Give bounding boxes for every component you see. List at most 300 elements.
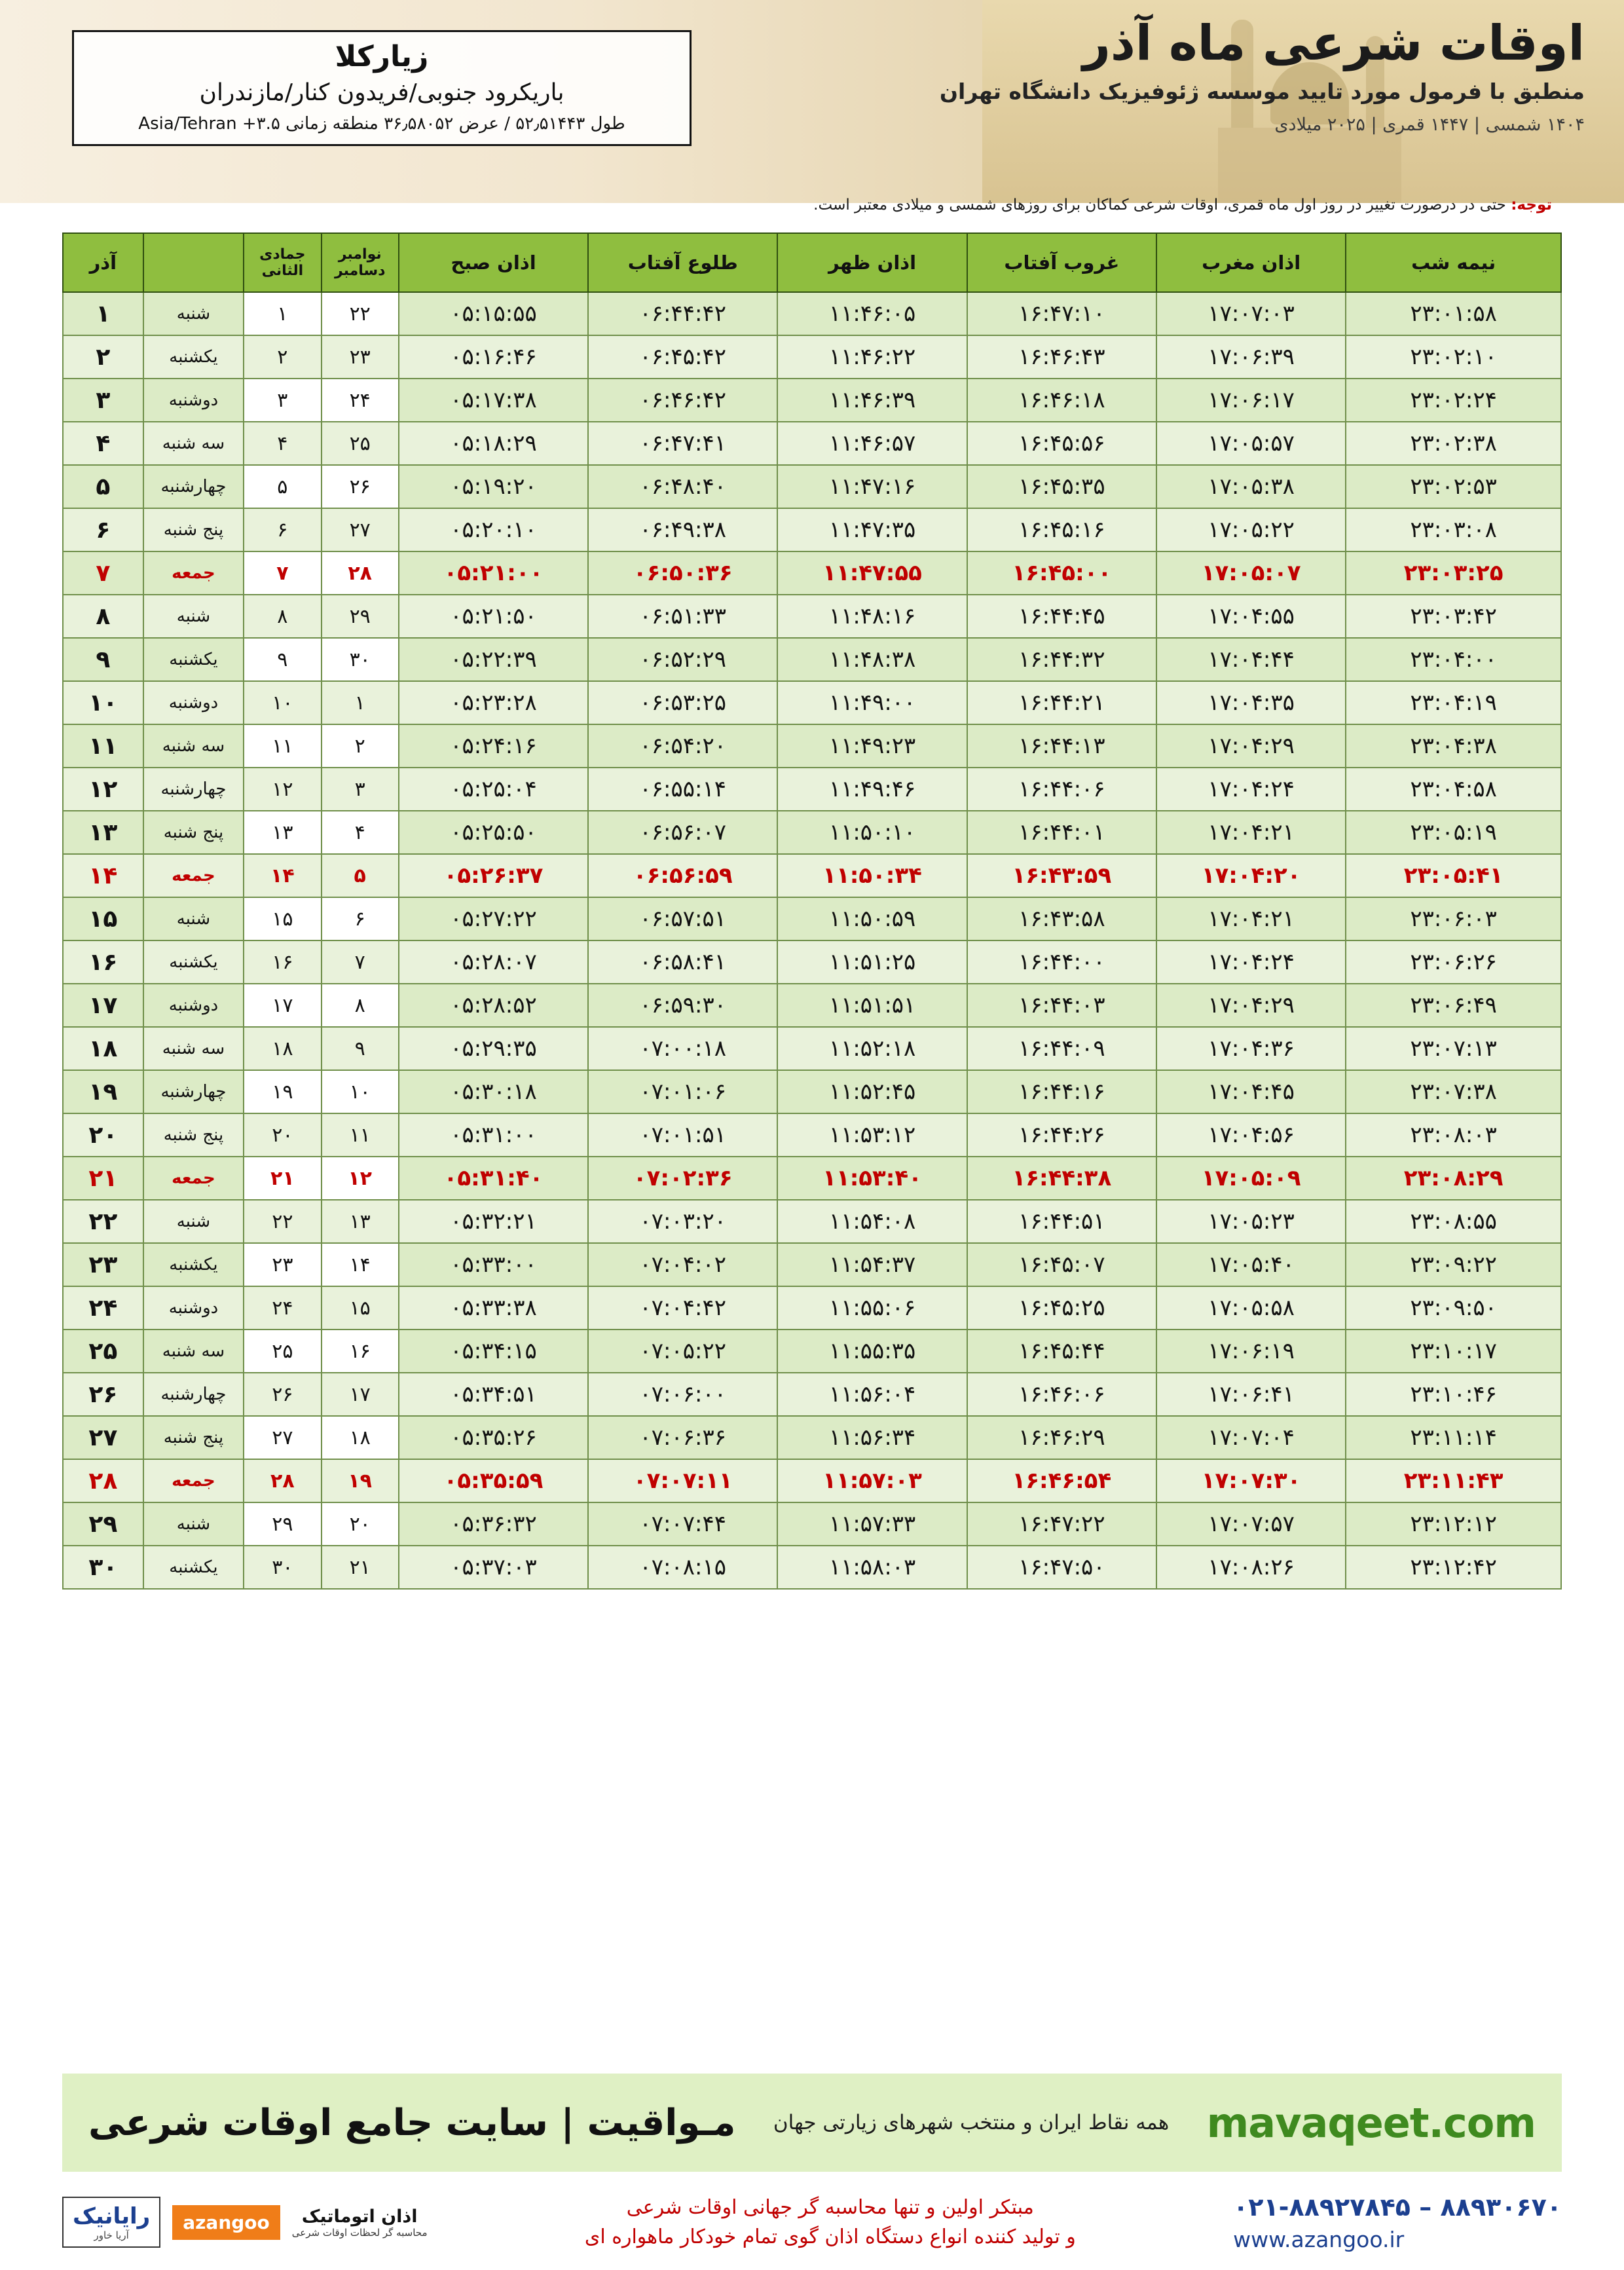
cell-midnight: ۲۳:۰۲:۲۴ [1346,379,1561,422]
cell-weekday: یکشنبه [143,1546,244,1589]
cell-gregorian-day: ۲۱ [322,1546,399,1589]
cell-weekday: جمعه [143,854,244,897]
cell-midnight: ۲۳:۰۷:۱۳ [1346,1027,1561,1070]
table-row [63,422,1561,465]
azangoo-logo-icon [172,2205,280,2240]
city-info-box [72,30,692,146]
note-text: حتی در درصورت تغییر در روز اول ماه قمری، اوقات شرعی کماکان برای روزهای شمسی و میلادی معتبر است. [813,196,1506,214]
cell-sunrise: ۰۶:۵۸:۴۱ [588,940,777,984]
cell-weekday: شنبه [143,1200,244,1243]
cell-fajr-azan: ۰۵:۳۴:۱۵ [399,1330,588,1373]
page-header [0,0,1624,203]
table-row [63,595,1561,638]
cell-maghrib-azan: ۱۷:۰۴:۵۵ [1156,595,1346,638]
cell-maghrib-azan: ۱۷:۰۵:۳۸ [1156,465,1346,508]
cell-maghrib-azan: ۱۷:۰۵:۲۳ [1156,1200,1346,1243]
cell-dhuhr-azan: ۱۱:۵۱:۵۱ [777,984,967,1027]
cell-sunset: ۱۶:۴۳:۵۹ [967,854,1156,897]
cell-dhuhr-azan: ۱۱:۴۷:۳۵ [777,508,967,551]
cell-sunrise: ۰۷:۰۱:۰۶ [588,1070,777,1113]
page-subtitle: منطبق با فرمول مورد تایید موسسه ژئوفیزیک دانشگاه تهران [939,78,1585,104]
cell-maghrib-azan: ۱۷:۰۴:۳۶ [1156,1027,1346,1070]
cell-gregorian-day: ۶ [322,897,399,940]
cell-fajr-azan: ۰۵:۲۱:۵۰ [399,595,588,638]
cell-day-index: ۲۶ [63,1373,143,1416]
cell-day-index: ۲۵ [63,1330,143,1373]
col-gregorian-bottom: دسامبر [334,263,386,279]
cell-dhuhr-azan: ۱۱:۴۷:۱۶ [777,465,967,508]
cell-dhuhr-azan: ۱۱:۵۵:۳۵ [777,1330,967,1373]
cell-dhuhr-azan: ۱۱:۵۴:۰۸ [777,1200,967,1243]
cell-dhuhr-azan: ۱۱:۵۶:۳۴ [777,1416,967,1459]
calendar-years: ۱۴۰۴ شمسی | ۱۴۴۷ قمری | ۲۰۲۵ میلادی [1274,114,1585,135]
cell-day-index: ۲۷ [63,1416,143,1459]
cell-maghrib-azan: ۱۷:۰۴:۲۱ [1156,897,1346,940]
cell-weekday: یکشنبه [143,335,244,379]
cell-midnight: ۲۳:۰۴:۰۰ [1346,638,1561,681]
cell-dhuhr-azan: ۱۱:۵۳:۱۲ [777,1113,967,1157]
cell-weekday: جمعه [143,551,244,595]
cell-sunset: ۱۶:۴۵:۲۵ [967,1286,1156,1330]
cell-sunrise: ۰۷:۰۴:۴۲ [588,1286,777,1330]
cell-dhuhr-azan: ۱۱:۵۵:۰۶ [777,1286,967,1330]
cell-sunset: ۱۶:۴۶:۲۹ [967,1416,1156,1459]
cell-sunset: ۱۶:۴۷:۱۰ [967,292,1156,335]
footer-bottom [62,2180,1562,2265]
cell-hijri-day: ۲۷ [244,1416,321,1459]
cell-day-index: ۲۲ [63,1200,143,1243]
page-title: اوقات شرعی ماه آذر [1082,15,1585,71]
cell-dhuhr-azan: ۱۱:۵۲:۱۸ [777,1027,967,1070]
cell-maghrib-azan: ۱۷:۰۷:۵۷ [1156,1502,1346,1546]
cell-hijri-day: ۴ [244,422,321,465]
cell-weekday: دوشنبه [143,681,244,724]
contact-phone: ۰۲۱-۸۸۹۲۷۸۴۵ – ۸۸۹۳۰۶۷۰ [1233,2192,1562,2222]
cell-maghrib-azan: ۱۷:۰۴:۴۵ [1156,1070,1346,1113]
cell-hijri-day: ۲۸ [244,1459,321,1502]
cell-sunrise: ۰۶:۴۹:۳۸ [588,508,777,551]
cell-gregorian-day: ۲۶ [322,465,399,508]
rayanic-logo-text: رایانیک [73,2203,151,2229]
cell-sunset: ۱۶:۴۳:۵۸ [967,897,1156,940]
cell-midnight: ۲۳:۱۲:۴۲ [1346,1546,1561,1589]
page-footer [0,2074,1624,2270]
cell-maghrib-azan: ۱۷:۰۶:۳۹ [1156,335,1346,379]
cell-hijri-day: ۹ [244,638,321,681]
cell-maghrib-azan: ۱۷:۰۵:۲۲ [1156,508,1346,551]
city-region: باریکرود جنوبی/فریدون کنار/مازندران [199,79,564,107]
cell-maghrib-azan: ۱۷:۰۵:۵۷ [1156,422,1346,465]
cell-maghrib-azan: ۱۷:۰۷:۰۴ [1156,1416,1346,1459]
cell-maghrib-azan: ۱۷:۰۵:۴۰ [1156,1243,1346,1286]
cell-fajr-azan: ۰۵:۳۱:۴۰ [399,1157,588,1200]
table-row [63,1243,1561,1286]
cell-gregorian-day: ۱۱ [322,1113,399,1157]
cell-sunrise: ۰۷:۰۰:۱۸ [588,1027,777,1070]
cell-dhuhr-azan: ۱۱:۴۹:۴۶ [777,768,967,811]
cell-sunrise: ۰۶:۴۴:۴۲ [588,292,777,335]
city-name: زیارکلا [335,40,429,73]
cell-sunset: ۱۶:۴۴:۵۱ [967,1200,1156,1243]
cell-day-index: ۳۰ [63,1546,143,1589]
cell-sunrise: ۰۷:۰۷:۴۴ [588,1502,777,1546]
cell-day-index: ۱۳ [63,811,143,854]
city-coordinates: طول ۵۲٫۵۱۴۴۳ / عرض ۳۶٫۵۸۰۵۲ منطقه زمانی Asia/Tehran +۳.۵ [138,114,625,134]
cell-sunset: ۱۶:۴۵:۳۵ [967,465,1156,508]
cell-midnight: ۲۳:۰۸:۵۵ [1346,1200,1561,1243]
cell-hijri-day: ۱۰ [244,681,321,724]
cell-weekday: چهارشنبه [143,1373,244,1416]
cell-gregorian-day: ۲۷ [322,508,399,551]
footer-description [428,2193,1234,2252]
cell-sunset: ۱۶:۴۴:۲۶ [967,1113,1156,1157]
cell-weekday: شنبه [143,292,244,335]
cell-day-index: ۱۸ [63,1027,143,1070]
table-row [63,1157,1561,1200]
cell-midnight: ۲۳:۰۳:۲۵ [1346,551,1561,595]
cell-fajr-azan: ۰۵:۳۷:۰۳ [399,1546,588,1589]
cell-sunset: ۱۶:۴۴:۰۳ [967,984,1156,1027]
cell-midnight: ۲۳:۱۰:۴۶ [1346,1373,1561,1416]
cell-fajr-azan: ۰۵:۳۵:۲۶ [399,1416,588,1459]
table-row [63,1502,1561,1546]
cell-sunrise: ۰۶:۴۶:۴۲ [588,379,777,422]
cell-hijri-day: ۱۶ [244,940,321,984]
cell-maghrib-azan: ۱۷:۰۷:۰۳ [1156,292,1346,335]
cell-midnight: ۲۳:۰۵:۴۱ [1346,854,1561,897]
cell-sunset: ۱۶:۴۴:۳۸ [967,1157,1156,1200]
table-row [63,854,1561,897]
table-row [63,681,1561,724]
cell-dhuhr-azan: ۱۱:۵۳:۴۰ [777,1157,967,1200]
cell-maghrib-azan: ۱۷:۰۷:۳۰ [1156,1459,1346,1502]
cell-dhuhr-azan: ۱۱:۵۲:۴۵ [777,1070,967,1113]
cell-midnight: ۲۳:۰۲:۵۳ [1346,465,1561,508]
footer-tagline: همه نقاط ایران و منتخب شهرهای زیارتی جهان [773,2111,1170,2134]
cell-dhuhr-azan: ۱۱:۵۰:۱۰ [777,811,967,854]
cell-maghrib-azan: ۱۷:۰۴:۲۱ [1156,811,1346,854]
cell-weekday: جمعه [143,1459,244,1502]
cell-hijri-day: ۱۸ [244,1027,321,1070]
cell-midnight: ۲۳:۰۲:۱۰ [1346,335,1561,379]
cell-sunset: ۱۶:۴۶:۱۸ [967,379,1156,422]
cell-gregorian-day: ۷ [322,940,399,984]
cell-day-index: ۲۸ [63,1459,143,1502]
cell-day-index: ۱۷ [63,984,143,1027]
cell-sunrise: ۰۷:۰۳:۲۰ [588,1200,777,1243]
cell-weekday: سه شنبه [143,724,244,768]
cell-sunset: ۱۶:۴۵:۱۶ [967,508,1156,551]
table-body [63,292,1561,1589]
cell-hijri-day: ۸ [244,595,321,638]
table-row [63,292,1561,335]
cell-midnight: ۲۳:۰۶:۲۶ [1346,940,1561,984]
cell-gregorian-day: ۲۰ [322,1502,399,1546]
cell-day-index: ۱۵ [63,897,143,940]
table-header-row [63,233,1561,292]
col-sunset: غروب آفتاب [967,233,1156,292]
cell-fajr-azan: ۰۵:۳۲:۲۱ [399,1200,588,1243]
cell-sunset: ۱۶:۴۷:۵۰ [967,1546,1156,1589]
cell-sunset: ۱۶:۴۴:۰۰ [967,940,1156,984]
table-row [63,811,1561,854]
cell-midnight: ۲۳:۱۲:۱۲ [1346,1502,1561,1546]
cell-hijri-day: ۱۴ [244,854,321,897]
table-row [63,335,1561,379]
table-row [63,551,1561,595]
cell-fajr-azan: ۰۵:۳۳:۳۸ [399,1286,588,1330]
cell-weekday: سه شنبه [143,1027,244,1070]
cell-midnight: ۲۳:۱۰:۱۷ [1346,1330,1561,1373]
cell-maghrib-azan: ۱۷:۰۴:۲۹ [1156,984,1346,1027]
cell-day-index: ۴ [63,422,143,465]
cell-maghrib-azan: ۱۷:۰۸:۲۶ [1156,1546,1346,1589]
cell-dhuhr-azan: ۱۱:۵۷:۰۳ [777,1459,967,1502]
cell-maghrib-azan: ۱۷:۰۴:۲۴ [1156,768,1346,811]
cell-gregorian-day: ۱۲ [322,1157,399,1200]
cell-midnight: ۲۳:۱۱:۴۳ [1346,1459,1561,1502]
cell-sunset: ۱۶:۴۵:۰۷ [967,1243,1156,1286]
cell-weekday: سه شنبه [143,1330,244,1373]
cell-hijri-day: ۲۲ [244,1200,321,1243]
cell-fajr-azan: ۰۵:۳۶:۳۲ [399,1502,588,1546]
cell-sunrise: ۰۶:۵۳:۲۵ [588,681,777,724]
cell-hijri-day: ۶ [244,508,321,551]
cell-fajr-azan: ۰۵:۱۶:۴۶ [399,335,588,379]
cell-fajr-azan: ۰۵:۳۱:۰۰ [399,1113,588,1157]
cell-hijri-day: ۲۴ [244,1286,321,1330]
cell-gregorian-day: ۵ [322,854,399,897]
cell-weekday: یکشنبه [143,638,244,681]
cell-day-index: ۱۲ [63,768,143,811]
cell-gregorian-day: ۸ [322,984,399,1027]
cell-hijri-day: ۲۵ [244,1330,321,1373]
cell-hijri-day: ۱۹ [244,1070,321,1113]
cell-sunrise: ۰۶:۵۶:۰۷ [588,811,777,854]
cell-gregorian-day: ۲ [322,724,399,768]
cell-dhuhr-azan: ۱۱:۴۶:۵۷ [777,422,967,465]
cell-fajr-azan: ۰۵:۲۲:۳۹ [399,638,588,681]
azan-logo-title: اذان اتوماتیک [301,2206,418,2227]
table-row [63,508,1561,551]
footer-description-line2: و تولید کننده انواع دستگاه اذان گوی تمام خودکار ماهواره ای [584,2225,1076,2248]
prayer-times-table-wrap [62,233,1562,1590]
cell-weekday: دوشنبه [143,379,244,422]
cell-midnight: ۲۳:۱۱:۱۴ [1346,1416,1561,1459]
cell-day-index: ۲۱ [63,1157,143,1200]
cell-sunset: ۱۶:۴۴:۳۲ [967,638,1156,681]
cell-gregorian-day: ۱۵ [322,1286,399,1330]
col-gregorian-top: نوامبر [338,246,382,263]
cell-day-index: ۱۹ [63,1070,143,1113]
cell-gregorian-day: ۴ [322,811,399,854]
cell-maghrib-azan: ۱۷:۰۵:۰۷ [1156,551,1346,595]
cell-dhuhr-azan: ۱۱:۵۰:۳۴ [777,854,967,897]
cell-midnight: ۲۳:۰۹:۲۲ [1346,1243,1561,1286]
cell-midnight: ۲۳:۰۶:۴۹ [1346,984,1561,1027]
rayanic-logo-subtext: آریا خاور [94,2229,129,2241]
table-row [63,1113,1561,1157]
cell-weekday: پنج شنبه [143,508,244,551]
cell-weekday: شنبه [143,1502,244,1546]
cell-maghrib-azan: ۱۷:۰۶:۴۱ [1156,1373,1346,1416]
cell-sunrise: ۰۷:۰۷:۱۱ [588,1459,777,1502]
cell-weekday: یکشنبه [143,940,244,984]
cell-day-index: ۱۴ [63,854,143,897]
col-maghrib-azan: اذان مغرب [1156,233,1346,292]
rayanic-logo [62,2197,160,2248]
cell-dhuhr-azan: ۱۱:۴۹:۰۰ [777,681,967,724]
table-row [63,1027,1561,1070]
cell-hijri-day: ۲۶ [244,1373,321,1416]
cell-weekday: پنج شنبه [143,1416,244,1459]
cell-midnight: ۲۳:۰۳:۰۸ [1346,508,1561,551]
cell-sunset: ۱۶:۴۴:۰۹ [967,1027,1156,1070]
col-weekday [143,233,244,292]
col-fajr-azan: اذان صبح [399,233,588,292]
cell-weekday: یکشنبه [143,1243,244,1286]
cell-fajr-azan: ۰۵:۲۰:۱۰ [399,508,588,551]
cell-fajr-azan: ۰۵:۲۳:۲۸ [399,681,588,724]
cell-hijri-day: ۳۰ [244,1546,321,1589]
cell-weekday: شنبه [143,897,244,940]
cell-day-index: ۶ [63,508,143,551]
cell-hijri-day: ۱۷ [244,984,321,1027]
footer-site-url[interactable]: mavaqeet.com [1206,2098,1536,2147]
cell-sunset: ۱۶:۴۶:۵۴ [967,1459,1156,1502]
cell-gregorian-day: ۲۸ [322,551,399,595]
cell-sunrise: ۰۶:۵۶:۵۹ [588,854,777,897]
table-row [63,638,1561,681]
table-row [63,379,1561,422]
cell-sunrise: ۰۷:۰۲:۳۶ [588,1157,777,1200]
mosque-base-icon [1218,128,1401,203]
cell-fajr-azan: ۰۵:۲۵:۰۴ [399,768,588,811]
col-hijri: جمادی الثانی [244,233,321,292]
cell-sunset: ۱۶:۴۷:۲۲ [967,1502,1156,1546]
cell-fajr-azan: ۰۵:۳۰:۱۸ [399,1070,588,1113]
table-row [63,897,1561,940]
cell-sunset: ۱۶:۴۴:۱۶ [967,1070,1156,1113]
cell-dhuhr-azan: ۱۱:۵۰:۵۹ [777,897,967,940]
cell-sunrise: ۰۷:۰۶:۰۰ [588,1373,777,1416]
cell-hijri-day: ۵ [244,465,321,508]
azan-logo-subtitle: محاسبه گر لحظات اوقات شرعی [291,2226,428,2239]
cell-day-index: ۲ [63,335,143,379]
cell-sunrise: ۰۷:۰۴:۰۲ [588,1243,777,1286]
cell-sunrise: ۰۷:۰۵:۲۲ [588,1330,777,1373]
cell-hijri-day: ۲۹ [244,1502,321,1546]
cell-dhuhr-azan: ۱۱:۴۸:۱۶ [777,595,967,638]
cell-fajr-azan: ۰۵:۲۱:۰۰ [399,551,588,595]
cell-day-index: ۲۳ [63,1243,143,1286]
cell-sunset: ۱۶:۴۵:۰۰ [967,551,1156,595]
table-row [63,1546,1561,1589]
cell-sunset: ۱۶:۴۶:۰۶ [967,1373,1156,1416]
cell-gregorian-day: ۱۷ [322,1373,399,1416]
cell-weekday: جمعه [143,1157,244,1200]
cell-midnight: ۲۳:۰۶:۰۳ [1346,897,1561,940]
cell-hijri-day: ۲۳ [244,1243,321,1286]
cell-day-index: ۲۹ [63,1502,143,1546]
table-row [63,724,1561,768]
cell-gregorian-day: ۲۳ [322,335,399,379]
table-row [63,1070,1561,1113]
cell-sunset: ۱۶:۴۴:۴۵ [967,595,1156,638]
cell-dhuhr-azan: ۱۱:۵۶:۰۴ [777,1373,967,1416]
cell-sunrise: ۰۷:۰۶:۳۶ [588,1416,777,1459]
cell-midnight: ۲۳:۰۷:۳۸ [1346,1070,1561,1113]
cell-dhuhr-azan: ۱۱:۴۷:۵۵ [777,551,967,595]
cell-maghrib-azan: ۱۷:۰۴:۳۵ [1156,681,1346,724]
cell-hijri-day: ۱۱ [244,724,321,768]
cell-day-index: ۱۶ [63,940,143,984]
cell-dhuhr-azan: ۱۱:۵۷:۳۳ [777,1502,967,1546]
cell-day-index: ۲۰ [63,1113,143,1157]
cell-hijri-day: ۲۰ [244,1113,321,1157]
cell-sunset: ۱۶:۴۶:۴۳ [967,335,1156,379]
cell-midnight: ۲۳:۰۸:۰۳ [1346,1113,1561,1157]
cell-day-index: ۱ [63,292,143,335]
cell-day-index: ۸ [63,595,143,638]
cell-fajr-azan: ۰۵:۲۷:۲۲ [399,897,588,940]
cell-fajr-azan: ۰۵:۳۳:۰۰ [399,1243,588,1286]
cell-sunset: ۱۶:۴۴:۲۱ [967,681,1156,724]
cell-fajr-azan: ۰۵:۲۸:۵۲ [399,984,588,1027]
cell-midnight: ۲۳:۰۸:۲۹ [1346,1157,1561,1200]
table-row [63,1286,1561,1330]
cell-gregorian-day: ۱۶ [322,1330,399,1373]
cell-sunrise: ۰۶:۴۵:۴۲ [588,335,777,379]
cell-fajr-azan: ۰۵:۳۵:۵۹ [399,1459,588,1502]
cell-day-index: ۵ [63,465,143,508]
cell-weekday: سه شنبه [143,422,244,465]
footer-banner [62,2074,1562,2172]
cell-gregorian-day: ۲۹ [322,595,399,638]
cell-dhuhr-azan: ۱۱:۴۶:۳۹ [777,379,967,422]
cell-day-index: ۷ [63,551,143,595]
table-row [63,768,1561,811]
table-row [63,940,1561,984]
contact-website[interactable]: www.azangoo.ir [1233,2226,1405,2252]
cell-sunrise: ۰۶:۴۷:۴۱ [588,422,777,465]
table-row [63,1200,1561,1243]
cell-day-index: ۲۴ [63,1286,143,1330]
cell-gregorian-day: ۲۴ [322,379,399,422]
cell-midnight: ۲۳:۰۵:۱۹ [1346,811,1561,854]
cell-hijri-day: ۱۲ [244,768,321,811]
cell-gregorian-day: ۳۰ [322,638,399,681]
cell-hijri-day: ۱۵ [244,897,321,940]
cell-gregorian-day: ۱۰ [322,1070,399,1113]
col-sunrise: طلوع آفتاب [588,233,777,292]
cell-fajr-azan: ۰۵:۱۷:۳۸ [399,379,588,422]
cell-maghrib-azan: ۱۷:۰۴:۲۹ [1156,724,1346,768]
cell-maghrib-azan: ۱۷:۰۴:۴۴ [1156,638,1346,681]
table-row [63,984,1561,1027]
cell-dhuhr-azan: ۱۱:۴۸:۳۸ [777,638,967,681]
cell-sunrise: ۰۶:۵۲:۲۹ [588,638,777,681]
cell-gregorian-day: ۳ [322,768,399,811]
cell-hijri-day: ۲ [244,335,321,379]
cell-hijri-day: ۳ [244,379,321,422]
cell-day-index: ۳ [63,379,143,422]
cell-weekday: چهارشنبه [143,1070,244,1113]
cell-fajr-azan: ۰۵:۲۴:۱۶ [399,724,588,768]
azan-text-block [292,2206,428,2239]
cell-gregorian-day: ۲۲ [322,292,399,335]
cell-weekday: پنج شنبه [143,1113,244,1157]
